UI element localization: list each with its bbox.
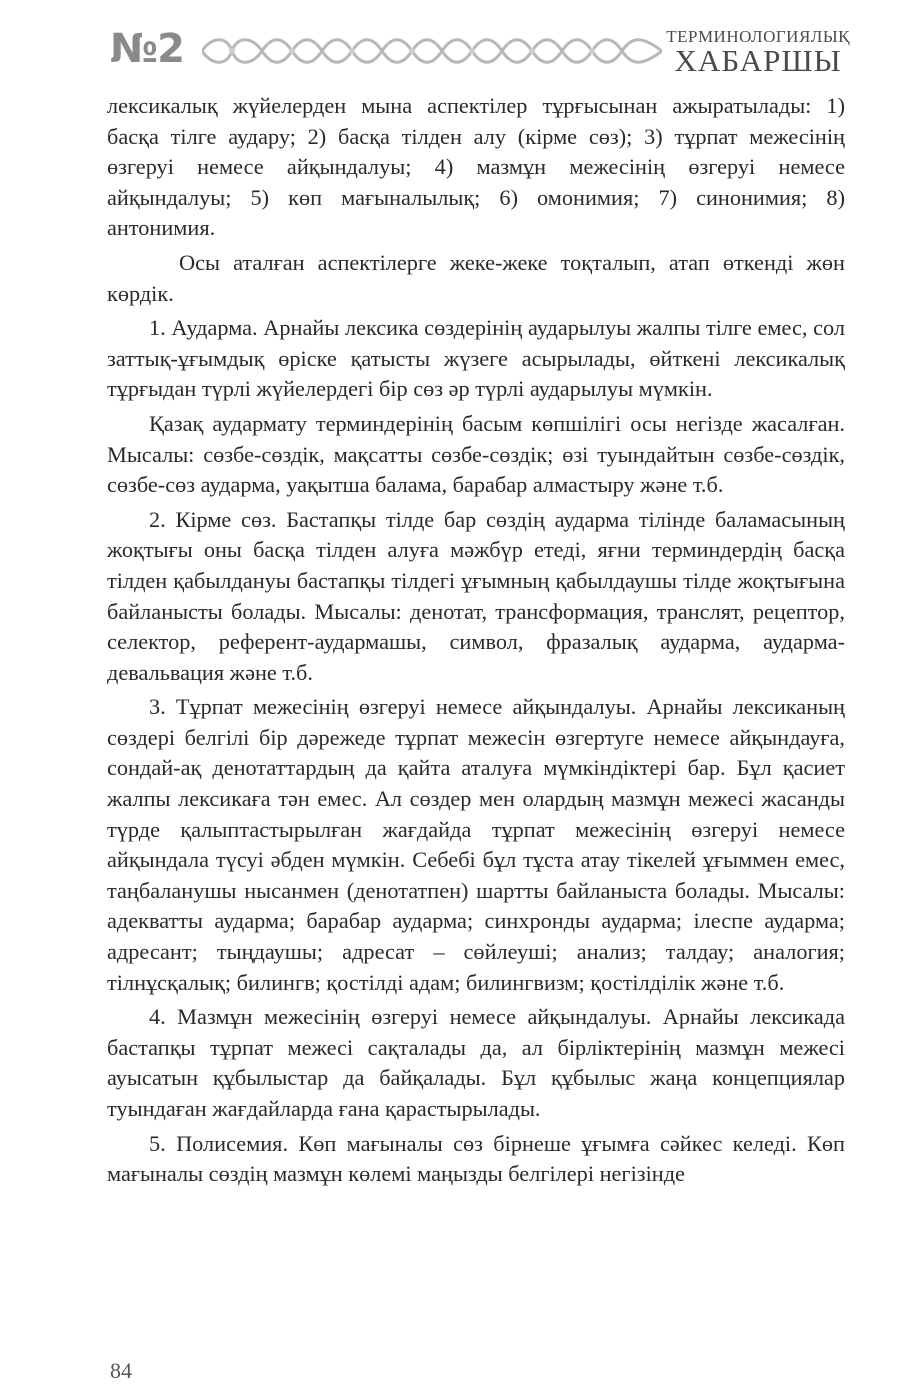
journal-title	[666, 28, 850, 76]
kazakh-ornament-icon	[202, 36, 662, 66]
paragraph: 4. Мазмұн межесінің өзгеруі немесе айқындалуы. Арнайы лексикада бастапқы тұрпат межесі сақталады да, ал бірліктерінің мазмұн межесі ауысатын құбылыстар да байқалады. Бұл құбылыс жаңа концепциялар туындаған жағдайларда ғана қарастырылады.	[107, 1004, 845, 1121]
paragraph: 3. Тұрпат межесінің өзгеруі немесе айқындалуы. Арнайы лексиканың сөздері белгілі бір дәрежеде тұрпат межесін өзгертуге немесе айқындауға, сондай-ақ денотаттардың да қайта аталуға мүмкіндіктері бар. Бұл қасиет жалпы лексикаға тән емес. Ал сөздер мен олардың мазмұн межесі жасанды түрде қалыптастырылған жағдайда тұрпат межесінің өзгеруі немесе айқындала түсуі әбден мүмкін. Себебі бұл тұста атау тікелей ұғыммен емес, таңбаланушы нысанмен (денотатпен) шартты байланыста болады. Мысалы: адекватты аударма; барабар аударма; синхронды аударма; ілеспе аударма; адресант; тыңдаушы; адресат – сөйлеуші; анализ; талдау; аналогия; тілнұсқалық; билингв; қостілді адам; билингвизм; қостілділік және т.б.	[107, 694, 845, 995]
page-number: 84	[110, 1358, 132, 1383]
paragraph: Осы аталған аспектілерге жеке-жеке тоқталып, атап өткенді жөн көрдік.	[107, 249, 845, 306]
paragraph: Қазақ аудармату терминдерінің басым көпшілігі осы негізде жасалған. Мысалы: сөзбе-сөздік, мақсатты сөзбе-сөздік; өзі туындайтын сөзбе-сөздік, сөзбе-сөз аударма, уақытша балама, барабар алмастыру және т.б.	[107, 410, 845, 498]
page-header	[110, 20, 850, 80]
paragraph: 5. Полисемия. Көп мағыналы сөз бірнеше ұғымға сәйкес келеді. Көп мағыналы сөздің мазмұн көлемі маңызды белгілері негізінде	[107, 1130, 845, 1187]
journal-title-line2: ХАБАРШЫ	[674, 43, 842, 78]
issue-number: №2	[110, 26, 184, 72]
paragraph: 2. Кірме сөз. Бастапқы тілде бар сөздің аударма тілінде баламасының жоқтығы оны басқа тілден алуға мәжбүр етеді, яғни терминдердің басқа тілден қабылдануы бастапқы тілдегі ұғымның қабылдаушы тілде жоқтығына байланысты болады. Мысалы: денотат, трансформация, транслят, рецептор, селектор, референт-аудармашы, символ, фразалық аударма, аударма-девальвация және т.б.	[107, 506, 845, 685]
paragraph: 1. Аударма. Арнайы лексика сөздерінің аударылуы жалпы тілге емес, сол заттық-ұғымдық өріске қатысты жүзеге асырылады, өйткені лексикалық тұрғыдан түрлі жүйелердегі бір сөз әр түрлі аударылуы мүмкін.	[107, 315, 845, 402]
article-body	[107, 91, 845, 1194]
paragraph: лексикалық жүйелерден мына аспектілер тұрғысынан ажыратылады: 1) басқа тілге аудару; 2) басқа тілден алу (кірме сөз); 3) тұрпат межесінің өзгеруі немесе айқындалуы; 4) мазмұн межесінің өзгеруі немесе айқындалуы; 5) көп мағыналылық; 6) омонимия; 7) синонимия; 8) антонимия.	[107, 93, 845, 241]
journal-title-line1: ТЕРМИНОЛОГИЯЛЫҚ	[666, 27, 850, 46]
